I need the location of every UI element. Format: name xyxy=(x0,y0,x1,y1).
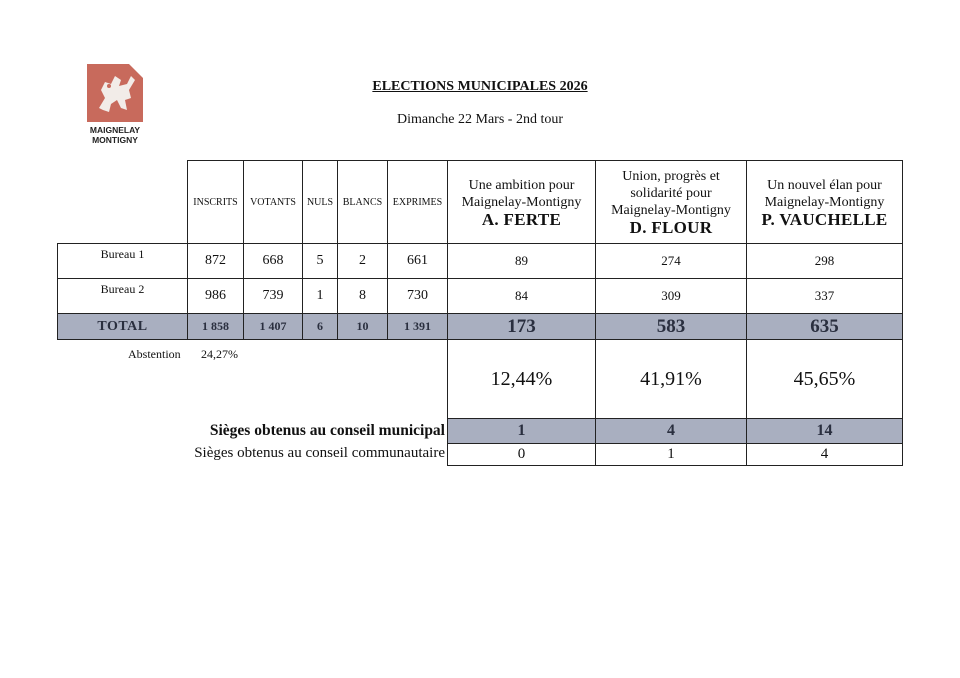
seats-municipal-cell: 14 xyxy=(746,418,903,444)
row-label-total: TOTAL xyxy=(57,313,188,340)
col-header-inscrits: INSCRITS xyxy=(187,160,244,244)
seats-communautaire-cell: 1 xyxy=(595,443,747,466)
table-cell: 730 xyxy=(387,278,448,314)
table-cell: 337 xyxy=(746,278,903,314)
candidate-list-line3: Maignelay-Montigny xyxy=(611,203,731,218)
row-label-bureau-2: Bureau 2 xyxy=(57,278,188,314)
lion-rampant-coat-of-arms-icon xyxy=(87,64,143,122)
table-cell: 309 xyxy=(595,278,747,314)
col-header-blancs: BLANCS xyxy=(337,160,388,244)
table-cell: 173 xyxy=(447,313,596,340)
town-logo xyxy=(87,64,143,122)
row-label-bureau-1: Bureau 1 xyxy=(57,243,188,279)
table-cell: 10 xyxy=(337,313,388,340)
abstention-label: Abstention xyxy=(128,347,181,361)
table-cell: 872 xyxy=(187,243,244,279)
page-subtitle: Dimanche 22 Mars - 2nd tour xyxy=(396,112,564,127)
logo-line2: MONTIGNY xyxy=(92,135,138,145)
table-cell: 274 xyxy=(595,243,747,279)
percentage-cell: 12,44% xyxy=(447,339,596,419)
seats-municipal-label: Sièges obtenus au conseil municipal xyxy=(209,422,445,439)
table-cell: 583 xyxy=(595,313,747,340)
table-cell: 1 858 xyxy=(187,313,244,340)
col-header-nuls: NULS xyxy=(302,160,338,244)
abstention-value: 24,27% xyxy=(201,347,238,361)
candidate-name: A. FERTE xyxy=(481,209,562,229)
table-cell: 1 407 xyxy=(243,313,303,340)
candidate-name: P. VAUCHELLE xyxy=(761,209,888,229)
percentage-cell: 41,91% xyxy=(595,339,747,419)
table-cell: 986 xyxy=(187,278,244,314)
table-cell: 739 xyxy=(243,278,303,314)
table-cell: 1 xyxy=(302,278,338,314)
seats-communautaire-cell: 0 xyxy=(447,443,596,466)
logo-line1: MAIGNELAY xyxy=(89,125,141,135)
col-header-votants: VOTANTS xyxy=(243,160,303,244)
col-header-candidate-flour xyxy=(595,160,747,244)
seats-municipal-cell: 4 xyxy=(595,418,747,444)
candidate-list-line2: solidarité pour xyxy=(630,186,712,201)
candidate-list-line1: Union, progrès et xyxy=(622,169,720,184)
candidate-name: D. FLOUR xyxy=(629,218,713,237)
table-cell: 89 xyxy=(447,243,596,279)
candidate-list-name: Une ambition pour Maignelay-Montigny xyxy=(461,177,582,210)
seats-communautaire-cell: 4 xyxy=(746,443,903,466)
candidate-list-name: Un nouvel élan pour Maignelay-Montigny xyxy=(764,177,885,210)
table-cell: 661 xyxy=(387,243,448,279)
seats-municipal-cell: 1 xyxy=(447,418,596,444)
table-cell: 5 xyxy=(302,243,338,279)
page-title: ELECTIONS MUNICIPALES 2026 xyxy=(372,79,588,94)
col-header-candidate-vauchelle xyxy=(746,160,903,244)
table-cell: 84 xyxy=(447,278,596,314)
table-cell: 668 xyxy=(243,243,303,279)
seats-communautaire-label: Sièges obtenus au conseil communautaire xyxy=(194,445,445,461)
table-cell: 2 xyxy=(337,243,388,279)
table-cell: 1 391 xyxy=(387,313,448,340)
col-header-exprimes: EXPRIMES xyxy=(387,160,448,244)
col-header-candidate-ferte xyxy=(447,160,596,244)
table-cell: 8 xyxy=(337,278,388,314)
table-cell: 298 xyxy=(746,243,903,279)
percentage-cell: 45,65% xyxy=(746,339,903,419)
table-cell: 6 xyxy=(302,313,338,340)
table-cell: 635 xyxy=(746,313,903,340)
